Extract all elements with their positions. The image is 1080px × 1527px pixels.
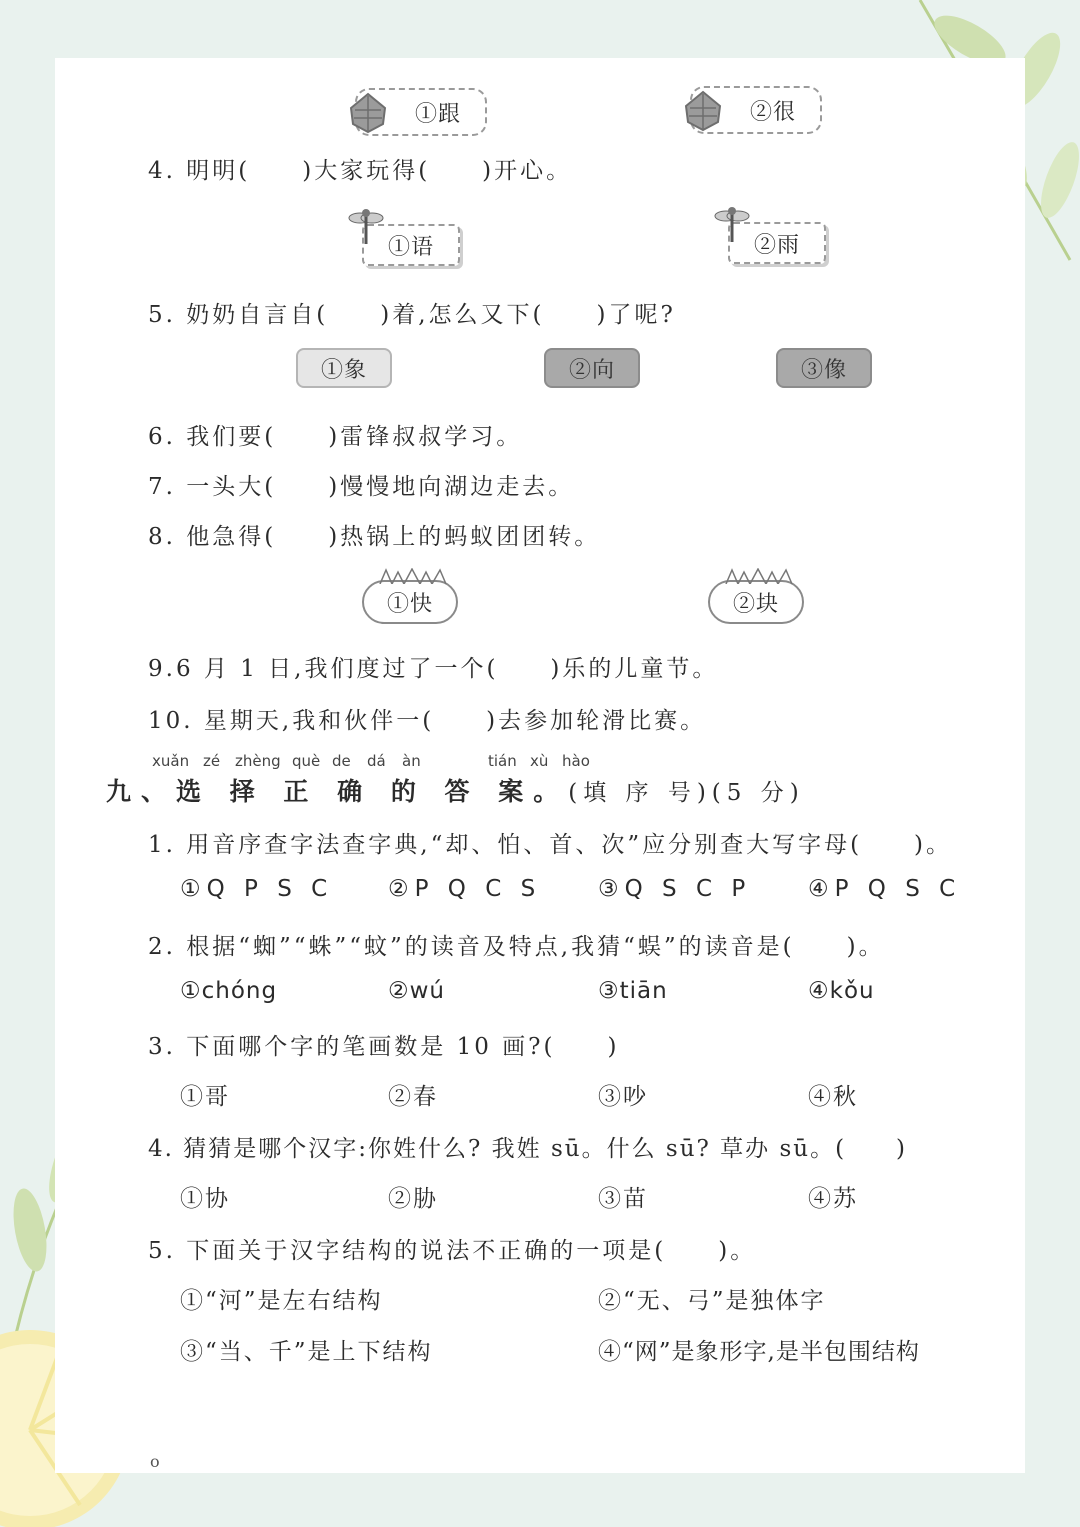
option-bush-2 <box>708 580 804 624</box>
pinyin: què <box>292 752 321 770</box>
question-text: 8. 他急得( )热锅上的蚂蚁团团转。 <box>148 524 601 550</box>
answer-option: ③Q S C P <box>598 876 752 902</box>
option-text: ③像 <box>800 357 847 383</box>
question-text: 6. 我们要( )雷锋叔叔学习。 <box>148 424 523 450</box>
option-text: ②很 <box>749 99 796 125</box>
pinyin: zhèng <box>235 752 281 770</box>
page-mark: o <box>150 1452 160 1471</box>
question-text: 7. 一头大( )慢慢地向湖边走去。 <box>148 474 575 500</box>
pinyin: de <box>332 752 351 770</box>
grass-icon <box>378 568 448 584</box>
answer-option: ④“网”是象形字,是半包围结构 <box>598 1339 920 1365</box>
pinyin: xuǎn <box>152 752 190 770</box>
answer-option: ②“无、弓”是独体字 <box>598 1288 826 1314</box>
answer-option: ①“河”是左右结构 <box>180 1288 383 1314</box>
pinecone-icon <box>680 88 726 134</box>
heading-note: (填 序 号)(5 分) <box>568 780 805 806</box>
question-text: 9.6 月 1 日,我们度过了一个( )乐的儿童节。 <box>148 656 719 682</box>
option-text: ①语 <box>387 234 434 260</box>
answer-option: ①Q P S C <box>180 876 334 902</box>
pinyin: xù <box>530 752 549 770</box>
option-text: ①象 <box>320 357 367 383</box>
option-text: ②块 <box>732 591 779 617</box>
question-text: 3. 下面哪个字的笔画数是 10 画?( ) <box>148 1034 620 1060</box>
pinecone-icon <box>345 90 391 136</box>
answer-option: ②春 <box>388 1084 438 1110</box>
answer-option: ④P Q S C <box>808 876 962 902</box>
pinyin: tián <box>488 752 517 770</box>
answer-option: ①chóng <box>180 978 278 1004</box>
option-card-2 <box>690 86 822 134</box>
question-text: 1. 用音序查字法查字典,“却、怕、首、次”应分别查大写字母( )。 <box>148 832 953 858</box>
pinyin: zé <box>203 752 221 770</box>
answer-option: ①协 <box>180 1186 230 1212</box>
option-text: ①快 <box>386 591 433 617</box>
heading-title: 九、选 择 正 确 的 答 案。 <box>106 777 569 806</box>
answer-option: ④苏 <box>808 1186 858 1212</box>
option-candy-1 <box>296 348 392 388</box>
option-candy-3 <box>776 348 872 388</box>
dragonfly-icon <box>712 204 752 244</box>
answer-option: ②胁 <box>388 1186 438 1212</box>
answer-option: ④秋 <box>808 1084 858 1110</box>
answer-option: ④kǒu <box>808 978 875 1004</box>
answer-option: ①哥 <box>180 1084 230 1110</box>
question-text: 5. 下面关于汉字结构的说法不正确的一项是( )。 <box>148 1238 757 1264</box>
answer-option: ②P Q C S <box>388 876 542 902</box>
question-text: 10. 星期天,我和伙伴一( )去参加轮滑比赛。 <box>148 708 707 734</box>
option-card-4 <box>728 222 826 264</box>
pinyin: hào <box>562 752 590 770</box>
option-candy-2 <box>544 348 640 388</box>
answer-option: ③“当、千”是上下结构 <box>180 1339 433 1365</box>
option-text: ②向 <box>568 357 615 383</box>
answer-option: ③吵 <box>598 1084 648 1110</box>
option-text: ②雨 <box>753 232 800 258</box>
answer-option: ②wú <box>388 978 446 1004</box>
answer-option: ③tiān <box>598 978 668 1004</box>
dragonfly-icon <box>346 206 386 246</box>
option-text: ①跟 <box>414 101 461 127</box>
question-text: 2. 根据“蜘”“蛛”“蚊”的读音及特点,我猜“蜈”的读音是( )。 <box>148 934 885 960</box>
grass-icon <box>724 568 794 584</box>
option-card-1 <box>355 88 487 136</box>
pinyin: àn <box>402 752 421 770</box>
question-text: 4. 猜猜是哪个汉字:你姓什么? 我姓 sū。什么 sū? 草办 sū。( ) <box>148 1136 908 1162</box>
section-heading <box>106 772 805 808</box>
pinyin: dá <box>367 752 386 770</box>
question-text: 5. 奶奶自言自( )着,怎么又下( )了呢? <box>148 302 676 328</box>
question-text: 4. 明明( )大家玩得( )开心。 <box>148 158 573 184</box>
option-bush-1 <box>362 580 458 624</box>
option-card-3 <box>362 224 460 266</box>
answer-option: ③苗 <box>598 1186 648 1212</box>
